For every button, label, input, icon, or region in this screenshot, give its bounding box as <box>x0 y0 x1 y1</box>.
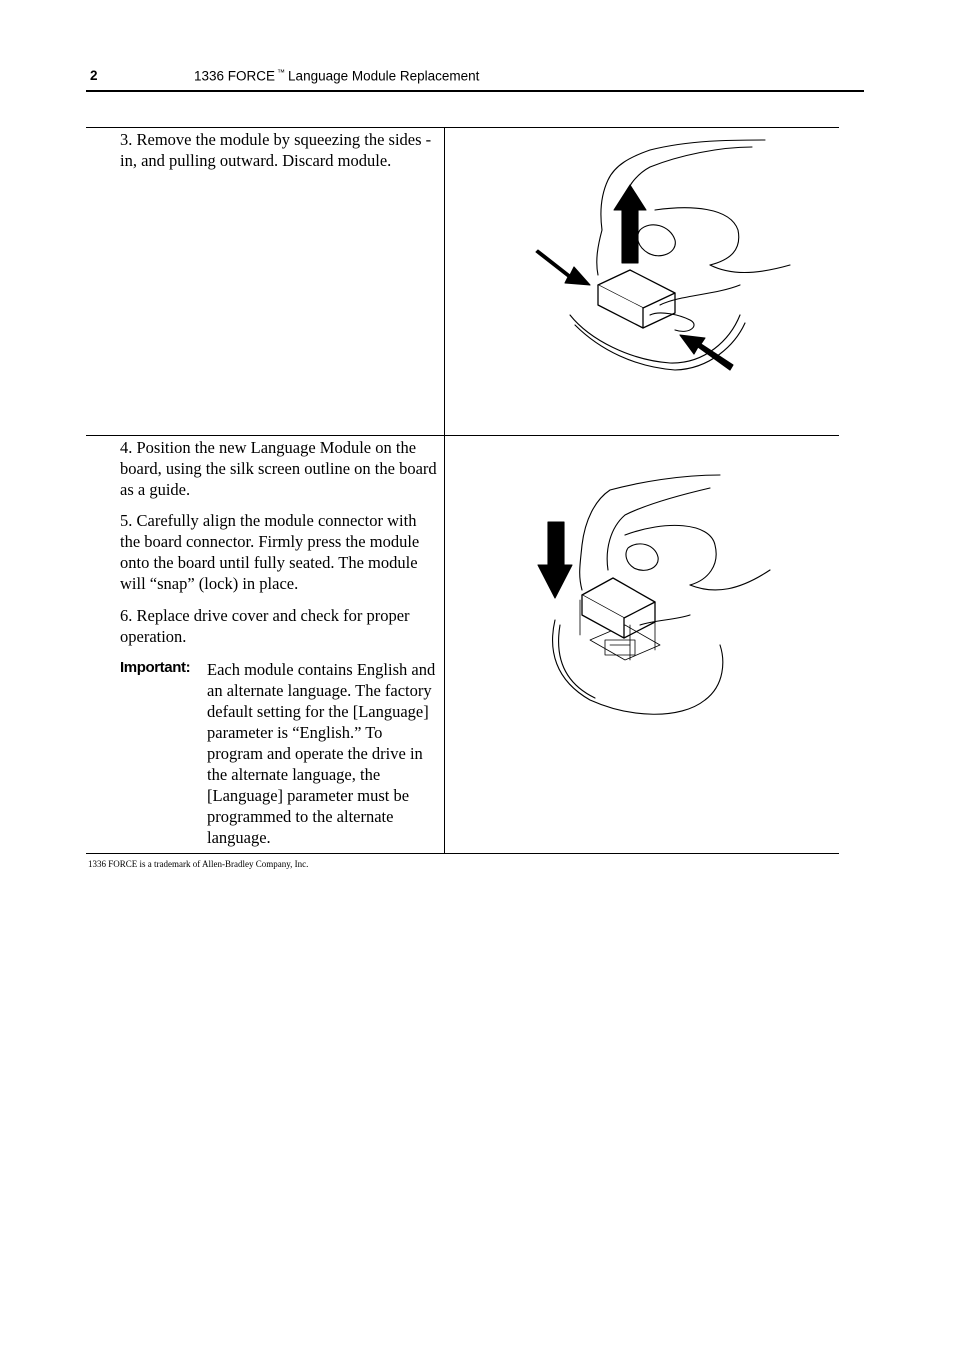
board-outline-inner <box>559 625 595 698</box>
step-4-text: 4. Position the new Language Module on the board, using the silk screen outline on the board as a guide. <box>120 438 437 499</box>
arrow-down-icon <box>538 522 572 598</box>
table-rule-bottom <box>86 853 839 854</box>
product-name: 1336 FORCE <box>194 68 276 84</box>
trademark-symbol: ™ <box>277 68 286 77</box>
insert-module-illustration <box>530 460 780 725</box>
table-rule-top <box>86 127 839 128</box>
hand-palm-outline <box>655 208 739 265</box>
finger-bottom-outline <box>640 615 690 625</box>
arrow-squeeze-left-icon <box>536 250 590 285</box>
arrow-up-icon <box>614 185 646 263</box>
board-outline-outer <box>553 620 723 714</box>
page-header <box>86 66 864 92</box>
hand-palm-outline <box>625 525 716 585</box>
running-title <box>194 68 479 84</box>
hand-wrist-outline <box>710 265 790 273</box>
page-number: 2 <box>90 68 98 83</box>
hand-finger-outline <box>622 147 752 205</box>
knuckle-outline <box>638 225 676 256</box>
document-title: Language Module Replacement <box>288 68 480 84</box>
step-3-text: 3. Remove the module by squeezing the sides - in, and pulling outward. Discard module. <box>120 130 432 170</box>
knuckle-outline <box>626 544 658 570</box>
table-rule-middle <box>86 435 839 436</box>
module-block <box>582 578 655 638</box>
step-5-text: 5. Carefully align the module connector with the board connector. Firmly press the module onto the board until fully seated. The module will “snap” (lock) in place. <box>120 511 420 593</box>
hand-thumb-outline <box>580 475 720 590</box>
remove-module-illustration <box>530 135 800 375</box>
step-6-text: 6. Replace drive cover and check for proper operation. <box>120 606 410 646</box>
board-connector <box>605 640 635 655</box>
important-label: Important: <box>120 659 191 676</box>
module-block <box>598 270 675 328</box>
arrow-squeeze-right-icon <box>680 335 733 370</box>
trademark-footnote: 1336 FORCE is a trademark of Allen-Bradley Company, Inc. <box>88 859 309 869</box>
important-note-text: Each module contains English and an alternate language. The factory default setting for the [Language] parameter is “English.” To program and operate the drive in the alternate language, the [Language] parameter must be programmed to the alternate language. <box>207 660 436 847</box>
table-column-divider <box>444 127 445 854</box>
